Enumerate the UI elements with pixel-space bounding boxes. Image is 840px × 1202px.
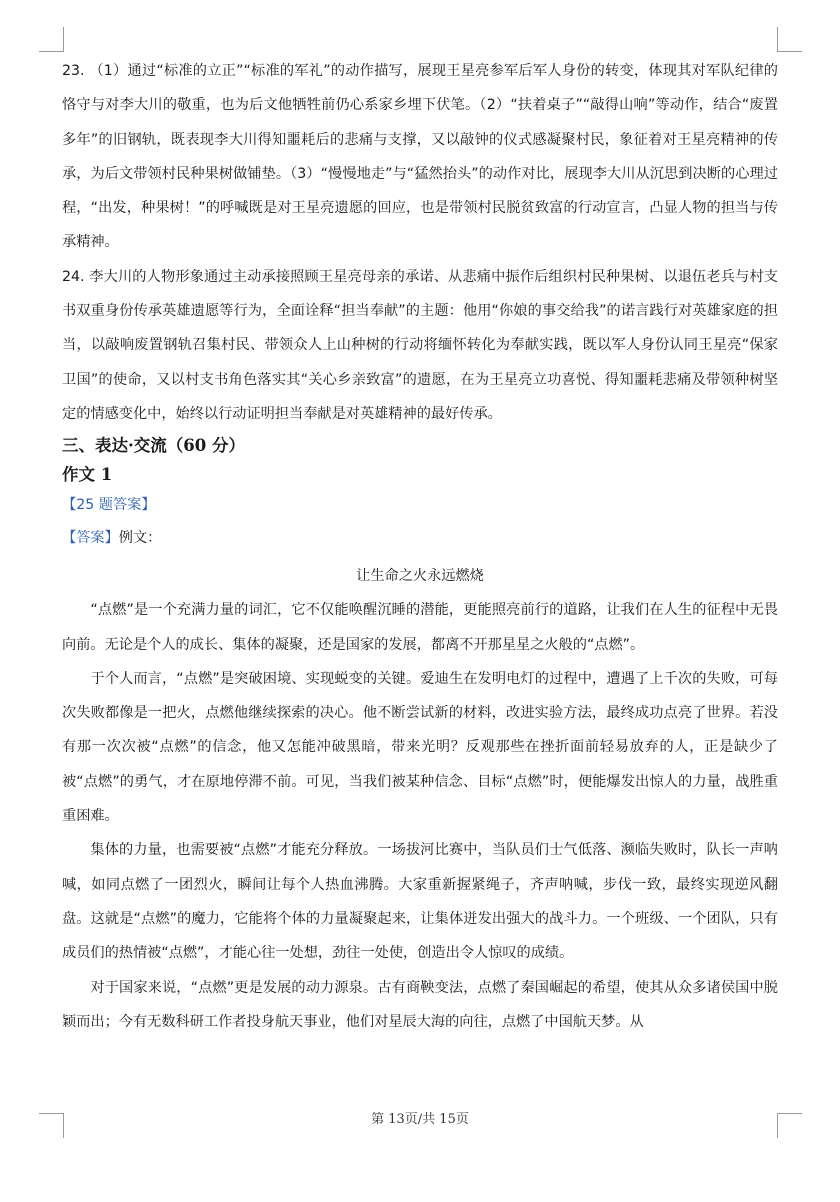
essay-paragraph: 对于国家来说，“点燃”更是发展的动力源泉。古有商鞅变法，点燃了秦国崛起的希望，使其从众多诸侯国中脱颖而出；今有无数科研工作者投身航天事业，他们对星辰大海的向往，点燃了中国航天梦。从 — [62, 979, 778, 1030]
essay-title: 让生命之火永远燃烧 — [356, 568, 484, 585]
question-tag: 【25 题答案】 — [62, 497, 156, 514]
answer-23: 23. （1）通过“标准的立正”“标准的军礼”的动作描写，展现王星亮参军后军人身份的转变，体现其对军队纪律的恪守与对李大川的敬重，也为后文他牺牲前仍心系家乡埋下伏笔。（2）“扶着桌子”“敲得山响”等动作，结合“废置多年”的旧钢轨，既表现李大川得知噩耗后的悲痛与支撑，又以敲钟的仪式感凝聚村民，象征着对王星亮精神的传承，为后文带领村民种果树做铺垫。（3）“慢慢地走”与“猛然抬头”的动作对比，展现李大川从沉思到决断的心理过程，“出发，种果树！”的呼喊既是对王星亮遗愿的回应，也是带领村民脱贫致富的行动宣言，凸显人物的担当与传承精神。 — [62, 63, 778, 251]
page-number: 第 13页/共 15页 — [371, 1112, 469, 1127]
section-heading: 三、表达·交流（60 分） — [62, 436, 245, 456]
essay-paragraph: “点燃”是一个充满力量的词汇，它不仅能唤醒沉睡的潜能，更能照亮前行的道路，让我们在人生的征程中无畏向前。无论是个人的成长、集体的凝聚，还是国家的发展，都离不开那星星之火般的“点燃”。 — [62, 602, 778, 653]
sub-heading: 作文 1 — [62, 465, 113, 485]
page-content — [62, 54, 778, 1039]
answer-tag: 【答案】 — [62, 530, 119, 547]
answer-tag-line — [62, 522, 778, 555]
essay-paragraph: 集体的力量，也需要被“点燃”才能充分释放。一场拔河比赛中，当队员们士气低落、濒临失败时，队长一声呐喊，如同点燃了一团烈火，瞬间让每个人热血沸腾。大家重新握紧绳子，齐声呐喊，步伐一致，最终实现逆风翻盘。这就是“点燃”的魔力，它能将个体的力量凝聚起来，让集体迸发出强大的战斗力。一个班级、一个团队，只有成员们的热情被“点燃”，才能心往一处想，劲往一处使，创造出令人惊叹的成绩。 — [62, 842, 778, 962]
example-label: 例文： — [118, 530, 162, 547]
essay-paragraph: 于个人而言，“点燃”是突破困境、实现蜕变的关键。爱迪生在发明电灯的过程中，遭遇了上千次的失败，可每次失败都像是一把火，点燃他继续探索的决心。他不断尝试新的材料，改进实验方法，最终成功点亮了世界。若没有那一次次被“点燃”的信念，他又怎能冲破黑暗，带来光明？反观那些在挫折面前轻易放弃的人，正是缺少了被“点燃”的勇气，才在原地停滞不前。可见，当我们被某种信念、目标“点燃”时，便能爆发出惊人的力量，战胜重重困难。 — [62, 670, 778, 825]
answer-24: 24. 李大川的人物形象通过主动承接照顾王星亮母亲的承诺、从悲痛中振作后组织村民种果树、以退伍老兵与村支书双重身份传承英雄遗愿等行为，全面诠释“担当奉献”的主题：他用“你娘的事交给我”的诺言践行对英雄家庭的担当，以敲响废置钢轨召集村民、带领众人上山种树的行动将缅怀转化为奉献实践，既以军人身份认同王星亮“保家卫国”的使命，又以村支书角色落实其“关心乡亲致富”的遗愿，在为王星亮立功喜悦、得知噩耗悲痛及带领种树坚定的情感变化中，始终以行动证明担当奉献是对英雄精神的最好传承。 — [62, 268, 778, 422]
page-corner-mark-top-right — [777, 27, 802, 52]
page-corner-mark-top-left — [39, 27, 64, 52]
